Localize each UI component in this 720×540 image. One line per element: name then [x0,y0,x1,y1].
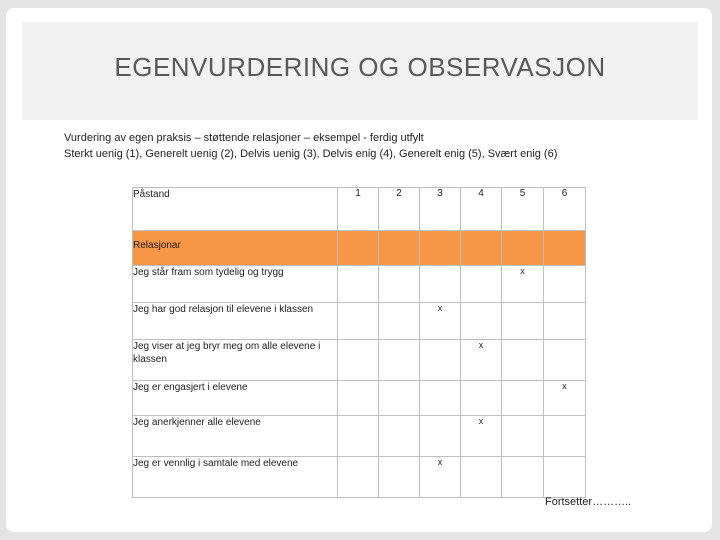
scale-header-4: 4 [461,188,502,231]
table-row [133,457,586,498]
rating-cell [420,416,461,457]
rating-cell [502,340,544,381]
subtitle-line-2: Sterkt uenig (1), Generelt uenig (2), Delvis uenig (3), Delvis enig (4), Generelt enig (5), Svært enig (6) [64,148,558,160]
scale-header-2: 2 [379,188,420,231]
rating-cell [338,266,379,303]
rating-cell [544,303,586,340]
rating-table [132,187,586,498]
page-title: EGENVURDERING OG OBSERVASJON [114,52,606,82]
rating-mark: x [420,457,461,498]
subtitle-line-1: Vurdering av egen praksis – støttende relasjoner – eksempel - ferdig utfylt [64,132,424,144]
table-row [133,416,586,457]
section-label: Relasjonar [133,231,338,266]
rating-cell [502,416,544,457]
rating-cell [379,340,420,381]
scale-header-3: 3 [420,188,461,231]
section-cell [502,231,544,266]
rating-cell [338,303,379,340]
statement-cell: Jeg er engasjert i elevene [133,381,338,416]
rating-cell [379,303,420,340]
rating-cell [461,457,502,498]
statement-cell: Jeg har god relasjon til elevene i klassen [133,303,338,340]
rating-cell [420,381,461,416]
rating-mark: x [461,416,502,457]
rating-cell [338,340,379,381]
rating-cell [420,266,461,303]
section-cell [379,231,420,266]
rating-cell [338,381,379,416]
table-row [133,381,586,416]
rating-cell [461,303,502,340]
header-label: Påstand [133,188,338,231]
statement-cell: Jeg er vennlig i samtale med elevene [133,457,338,498]
rating-cell [338,416,379,457]
rating-cell [461,381,502,416]
scale-header-1: 1 [338,188,379,231]
rating-cell [379,266,420,303]
rating-cell [379,457,420,498]
section-cell [420,231,461,266]
rating-cell [544,340,586,381]
table-row [133,340,586,381]
statement-cell: Jeg står fram som tydelig og trygg [133,266,338,303]
rating-cell [420,340,461,381]
rating-mark: x [420,303,461,340]
rating-mark: x [502,266,544,303]
scale-header-5: 5 [502,188,544,231]
rating-cell [379,416,420,457]
statement-cell: Jeg anerkjenner alle elevene [133,416,338,457]
rating-mark: x [544,381,586,416]
rating-mark: x [461,340,502,381]
statement-cell: Jeg viser at jeg bryr meg om alle elevene i klassen [133,340,338,381]
table-row [133,266,586,303]
section-cell [544,231,586,266]
footer-continues: Fortsetter……….. [545,496,632,508]
table-row [133,303,586,340]
rating-cell [544,416,586,457]
rating-cell [544,457,586,498]
section-cell [338,231,379,266]
scale-header-6: 6 [544,188,586,231]
rating-cell [544,266,586,303]
rating-cell [379,381,420,416]
rating-cell [502,303,544,340]
section-cell [461,231,502,266]
rating-cell [502,457,544,498]
rating-cell [338,457,379,498]
rating-cell [502,381,544,416]
section-row [133,231,586,266]
header-row [133,188,586,231]
rating-cell [461,266,502,303]
